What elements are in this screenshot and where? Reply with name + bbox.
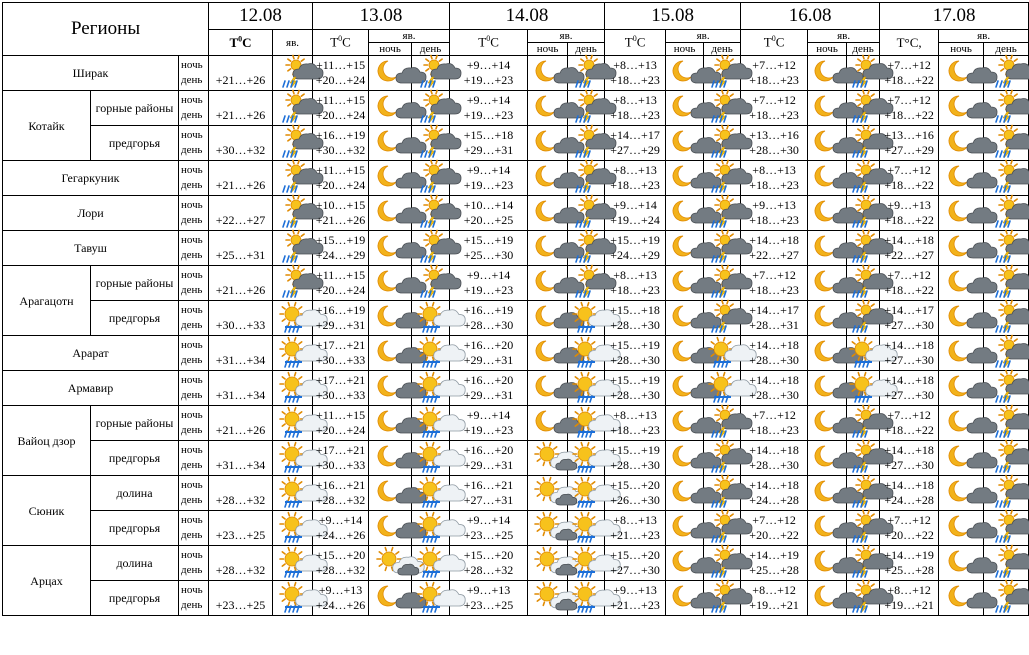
sun-cloud-rain-icon xyxy=(273,511,313,546)
temp-range-12: +30…+32 xyxy=(209,126,273,161)
moon-cloud-icon xyxy=(666,161,704,196)
night-col-header: ночь xyxy=(369,43,412,56)
temp-range: +15…+18 +28…+30 xyxy=(605,301,666,336)
moon-cloud-icon xyxy=(369,371,412,406)
forecast-body xyxy=(3,56,1029,616)
night-day-label: ночь день xyxy=(179,406,209,441)
moon-cloud-icon xyxy=(369,336,412,371)
moon-cloud-icon xyxy=(369,301,412,336)
moon-cloud-icon xyxy=(808,336,847,371)
date-header-13: 13.08 xyxy=(313,3,450,30)
temp-range: +7…+12 +18…+22 xyxy=(880,406,939,441)
moon-cloud-icon xyxy=(528,126,568,161)
temp-range: +7…+12 +20…+22 xyxy=(741,511,808,546)
table-row xyxy=(3,336,1029,371)
moon-cloud-icon xyxy=(528,196,568,231)
moon-cloud-icon xyxy=(369,476,412,511)
moon-cloud-icon xyxy=(666,546,704,581)
moon-cloud-icon xyxy=(939,476,984,511)
temp-range: +9…+14 +19…+23 xyxy=(450,161,528,196)
temp-range: +9…+14 +19…+23 xyxy=(450,56,528,91)
moon-cloud-icon xyxy=(666,406,704,441)
temp-range: +10…+14 +20…+25 xyxy=(450,196,528,231)
temp-range: +14…+18 +28…+30 xyxy=(741,441,808,476)
moon-cloud-icon xyxy=(808,196,847,231)
moon-cloud-icon xyxy=(528,56,568,91)
sun-cloud-rain-icon xyxy=(273,441,313,476)
sun-cloud-rain-icon xyxy=(273,371,313,406)
night-day-label: ночь день xyxy=(179,476,209,511)
temp-range: +9…+14 +19…+24 xyxy=(605,196,666,231)
moon-cloud-icon xyxy=(666,196,704,231)
temp-range: +14…+19 +25…+28 xyxy=(741,546,808,581)
region-name: Арагацотн xyxy=(3,266,91,336)
temp-range: +14…+18 +28…+30 xyxy=(741,336,808,371)
region-name: Гегаркуник xyxy=(3,161,179,196)
night-day-label: ночь день xyxy=(179,161,209,196)
temp-range: +15…+20 +28…+32 xyxy=(313,546,369,581)
table-row xyxy=(3,196,1029,231)
moon-cloud-icon xyxy=(808,511,847,546)
temp-range-12: +30…+33 xyxy=(209,301,273,336)
temp-range: +16…+20 +29…+31 xyxy=(450,441,528,476)
temp-range: +13…+16 +27…+29 xyxy=(880,126,939,161)
temp-range: +14…+17 +27…+29 xyxy=(605,126,666,161)
night-col-header: ночь xyxy=(528,43,568,56)
thunderstorm-rain-icon xyxy=(273,161,313,196)
temp-range: +9…+14 +23…+25 xyxy=(450,511,528,546)
moon-cloud-icon xyxy=(808,266,847,301)
table-row xyxy=(3,266,1029,301)
moon-cloud-icon xyxy=(369,581,412,616)
temp-range: +14…+18 +27…+30 xyxy=(880,336,939,371)
temp-range: +8…+12 +19…+21 xyxy=(741,581,808,616)
sun-cloud-icon xyxy=(369,546,412,581)
moon-cloud-icon xyxy=(528,266,568,301)
temp-range-12: +23…+25 xyxy=(209,511,273,546)
temp-range: +9…+13 +21…+23 xyxy=(605,581,666,616)
night-day-label: ночь день xyxy=(179,231,209,266)
day-col-header: день xyxy=(704,43,741,56)
moon-cloud-icon xyxy=(939,511,984,546)
temp-range-12: +31…+34 xyxy=(209,336,273,371)
moon-cloud-icon xyxy=(369,406,412,441)
night-day-label: ночь день xyxy=(179,301,209,336)
table-row xyxy=(3,371,1029,406)
subregion-name: горные районы xyxy=(91,266,179,301)
temp-range: +15…+20 +28…+32 xyxy=(450,546,528,581)
temp-range: +7…+12 +18…+23 xyxy=(741,406,808,441)
temp-range: +14…+18 +24…+28 xyxy=(741,476,808,511)
moon-cloud-icon xyxy=(808,441,847,476)
moon-cloud-icon xyxy=(808,301,847,336)
temp-col-header: $T^0C$ xyxy=(605,30,666,56)
temp-range: +11…+15 +20…+24 xyxy=(313,91,369,126)
thunderstorm-rain-icon xyxy=(273,196,313,231)
date-header-17: 17.08 xyxy=(880,3,1029,30)
temp-range: +9…+14 +19…+23 xyxy=(450,406,528,441)
subregion-name: предгорья xyxy=(91,126,179,161)
night-day-label: ночь день xyxy=(179,266,209,301)
temp-range: +15…+19 +28…+30 xyxy=(605,371,666,406)
night-day-label: ночь день xyxy=(179,56,209,91)
table-row xyxy=(3,511,1029,546)
thunderstorm-rain-icon xyxy=(273,231,313,266)
moon-cloud-icon xyxy=(369,56,412,91)
moon-cloud-icon xyxy=(369,441,412,476)
phenomena-col-header: яв. xyxy=(369,30,450,43)
temp-range: +17…+21 +30…+33 xyxy=(313,441,369,476)
temp-range-12: +21…+26 xyxy=(209,56,273,91)
temp-range: +7…+12 +18…+22 xyxy=(880,56,939,91)
moon-cloud-icon xyxy=(939,196,984,231)
temp-range: +8…+13 +18…+23 xyxy=(741,161,808,196)
moon-cloud-icon xyxy=(666,476,704,511)
day-col-header: день xyxy=(568,43,605,56)
temp-range-12: +31…+34 xyxy=(209,371,273,406)
moon-cloud-icon xyxy=(369,511,412,546)
temp-range: +9…+13 +18…+22 xyxy=(880,196,939,231)
subregion-name: долина xyxy=(91,546,179,581)
temp-range-12: +21…+26 xyxy=(209,91,273,126)
subregion-name: предгорья xyxy=(91,301,179,336)
temp-range: +14…+19 +25…+28 xyxy=(880,546,939,581)
moon-cloud-icon xyxy=(666,266,704,301)
temp-range: +15…+19 +25…+30 xyxy=(450,231,528,266)
temp-range: +15…+19 +28…+30 xyxy=(605,441,666,476)
temp-range: +15…+20 +27…+30 xyxy=(605,546,666,581)
night-day-label: ночь день xyxy=(179,196,209,231)
temp-range: +11…+15 +20…+24 xyxy=(313,406,369,441)
moon-cloud-icon xyxy=(808,581,847,616)
region-name: Тавуш xyxy=(3,231,179,266)
subregion-name: предгорья xyxy=(91,441,179,476)
sun-cloud-icon xyxy=(528,511,568,546)
temp-range: +16…+19 +28…+30 xyxy=(450,301,528,336)
moon-cloud-icon xyxy=(666,91,704,126)
moon-cloud-icon xyxy=(666,126,704,161)
temp-range: +14…+18 +28…+30 xyxy=(741,371,808,406)
temp-range: +14…+18 +24…+28 xyxy=(880,476,939,511)
moon-cloud-icon xyxy=(666,581,704,616)
night-col-header: ночь xyxy=(666,43,704,56)
sun-cloud-icon xyxy=(528,476,568,511)
table-row xyxy=(3,56,1029,91)
night-col-header: ночь xyxy=(939,43,984,56)
temp-range: +16…+19 +30…+32 xyxy=(313,126,369,161)
moon-cloud-icon xyxy=(808,91,847,126)
temp-range: +11…+15 +20…+24 xyxy=(313,161,369,196)
moon-cloud-icon xyxy=(808,476,847,511)
phenomena-col-header: яв. xyxy=(273,30,313,56)
table-row xyxy=(3,301,1029,336)
moon-cloud-icon xyxy=(808,56,847,91)
moon-cloud-icon xyxy=(939,266,984,301)
night-day-label: ночь день xyxy=(179,371,209,406)
table-row xyxy=(3,476,1029,511)
temp-range: +11…+15 +20…+24 xyxy=(313,266,369,301)
moon-cloud-icon xyxy=(666,371,704,406)
moon-cloud-icon xyxy=(808,371,847,406)
moon-cloud-icon xyxy=(808,161,847,196)
temp-range: +14…+17 +28…+31 xyxy=(741,301,808,336)
thunderstorm-rain-icon xyxy=(273,266,313,301)
date-header-15: 15.08 xyxy=(605,3,741,30)
moon-cloud-icon xyxy=(939,301,984,336)
table-row xyxy=(3,126,1029,161)
moon-cloud-icon xyxy=(939,56,984,91)
region-name: Лори xyxy=(3,196,179,231)
night-day-label: ночь день xyxy=(179,126,209,161)
table-row xyxy=(3,406,1029,441)
temp-range: +16…+20 +29…+31 xyxy=(450,371,528,406)
temp-range-12: +28…+32 xyxy=(209,546,273,581)
temp-range-12: +25…+31 xyxy=(209,231,273,266)
moon-cloud-icon xyxy=(666,441,704,476)
region-name: Арцах xyxy=(3,546,91,616)
table-row xyxy=(3,441,1029,476)
moon-cloud-icon xyxy=(369,161,412,196)
table-row xyxy=(3,161,1029,196)
moon-cloud-icon xyxy=(369,231,412,266)
night-day-label: ночь день xyxy=(179,581,209,616)
temp-range: +16…+19 +29…+31 xyxy=(313,301,369,336)
temp-range: +9…+14 +19…+23 xyxy=(450,91,528,126)
temp-range-12: +21…+26 xyxy=(209,406,273,441)
moon-cloud-icon xyxy=(369,266,412,301)
temp-range: +8…+13 +18…+23 xyxy=(605,266,666,301)
table-row xyxy=(3,91,1029,126)
moon-cloud-icon xyxy=(369,91,412,126)
temp-col-header: $T^0C$ xyxy=(450,30,528,56)
temp-range: +8…+13 +18…+23 xyxy=(605,406,666,441)
temp-range-12: +22…+27 xyxy=(209,196,273,231)
temp-range-12: +21…+26 xyxy=(209,266,273,301)
temp-range: +7…+12 +18…+23 xyxy=(741,91,808,126)
moon-cloud-icon xyxy=(666,56,704,91)
night-day-label: ночь день xyxy=(179,91,209,126)
moon-cloud-icon xyxy=(666,301,704,336)
temp-range: +7…+12 +18…+23 xyxy=(741,56,808,91)
temp-range: +14…+18 +27…+30 xyxy=(880,371,939,406)
moon-cloud-icon xyxy=(528,91,568,126)
regions-header: Регионы xyxy=(3,3,209,56)
temp-range: +8…+12 +19…+21 xyxy=(880,581,939,616)
moon-cloud-icon xyxy=(666,231,704,266)
temp-range: +7…+12 +20…+22 xyxy=(880,511,939,546)
temp-range: +9…+13 +18…+23 xyxy=(741,196,808,231)
temp-range: +17…+21 +30…+33 xyxy=(313,371,369,406)
temp-range: +11…+15 +20…+24 xyxy=(313,56,369,91)
moon-cloud-icon xyxy=(528,406,568,441)
thunderstorm-rain-icon xyxy=(273,91,313,126)
moon-cloud-icon xyxy=(808,126,847,161)
temp-range-12: +31…+34 xyxy=(209,441,273,476)
subregion-name: предгорья xyxy=(91,581,179,616)
region-name: Армавир xyxy=(3,371,179,406)
date-header-14: 14.08 xyxy=(450,3,605,30)
subregion-name: горные районы xyxy=(91,91,179,126)
region-name: Сюник xyxy=(3,476,91,546)
temp-range: +7…+12 +18…+22 xyxy=(880,266,939,301)
sun-cloud-rain-icon xyxy=(273,406,313,441)
table-row xyxy=(3,231,1029,266)
moon-cloud-icon xyxy=(666,511,704,546)
temp-range-12: +23…+25 xyxy=(209,581,273,616)
thunderstorm-rain-icon xyxy=(273,56,313,91)
date-header-12: 12.08 xyxy=(209,3,313,30)
sun-cloud-icon xyxy=(528,546,568,581)
temp-range: +9…+13 +23…+25 xyxy=(450,581,528,616)
table-row xyxy=(3,581,1029,616)
day-col-header: день xyxy=(847,43,880,56)
temp-range: +9…+13 +24…+26 xyxy=(313,581,369,616)
moon-cloud-icon xyxy=(939,581,984,616)
temp-range-12: +21…+26 xyxy=(209,161,273,196)
temp-range: +16…+21 +28…+32 xyxy=(313,476,369,511)
moon-cloud-icon xyxy=(808,406,847,441)
moon-cloud-icon xyxy=(939,546,984,581)
forecast-table xyxy=(2,2,1029,616)
night-col-header: ночь xyxy=(808,43,847,56)
region-name: Вайоц дзор xyxy=(3,406,91,476)
temp-range: +14…+18 +22…+27 xyxy=(880,231,939,266)
temp-range: +13…+16 +28…+30 xyxy=(741,126,808,161)
moon-cloud-icon xyxy=(939,336,984,371)
temp-col-header: $T^0C$ xyxy=(741,30,808,56)
temp-range: +14…+17 +27…+30 xyxy=(880,301,939,336)
date-header-16: 16.08 xyxy=(741,3,880,30)
moon-cloud-icon xyxy=(528,336,568,371)
temp-range: +9…+14 +19…+23 xyxy=(450,266,528,301)
temp-range: +8…+13 +18…+23 xyxy=(605,91,666,126)
temp-range: +14…+18 +27…+30 xyxy=(880,441,939,476)
subregion-name: предгорья xyxy=(91,511,179,546)
temp-range: +10…+15 +21…+26 xyxy=(313,196,369,231)
moon-cloud-icon xyxy=(528,231,568,266)
temp-range: +15…+19 +28…+30 xyxy=(605,336,666,371)
temp-range: +14…+18 +22…+27 xyxy=(741,231,808,266)
sun-cloud-icon xyxy=(528,441,568,476)
moon-cloud-icon xyxy=(528,371,568,406)
moon-cloud-icon xyxy=(939,231,984,266)
temp-range: +15…+20 +26…+30 xyxy=(605,476,666,511)
day-col-header: день xyxy=(984,43,1029,56)
temp-range: +15…+19 +24…+29 xyxy=(605,231,666,266)
temp-range: +8…+13 +21…+23 xyxy=(605,511,666,546)
moon-cloud-icon xyxy=(528,161,568,196)
temp-range: +8…+13 +18…+23 xyxy=(605,56,666,91)
temp-range: +9…+14 +24…+26 xyxy=(313,511,369,546)
temp-range: +7…+12 +18…+23 xyxy=(741,266,808,301)
day-col-header: день xyxy=(412,43,450,56)
region-name: Котайк xyxy=(3,91,91,161)
moon-cloud-icon xyxy=(939,441,984,476)
phenomena-col-header: яв. xyxy=(528,30,605,43)
night-day-label: ночь день xyxy=(179,441,209,476)
temp-range: +16…+20 +29…+31 xyxy=(450,336,528,371)
moon-cloud-icon xyxy=(369,126,412,161)
moon-cloud-icon xyxy=(528,301,568,336)
temp-range: +8…+13 +18…+23 xyxy=(605,161,666,196)
temp-range-12: +28…+32 xyxy=(209,476,273,511)
night-day-label: ночь день xyxy=(179,511,209,546)
subregion-name: горные районы xyxy=(91,406,179,441)
temp-col-header: T°C, xyxy=(880,30,939,56)
moon-cloud-icon xyxy=(808,231,847,266)
region-name: Ширак xyxy=(3,56,179,91)
temp-col-header: $T^0C$ xyxy=(209,30,273,56)
sun-cloud-rain-icon xyxy=(273,336,313,371)
temp-range: +7…+12 +18…+22 xyxy=(880,91,939,126)
moon-cloud-icon xyxy=(939,126,984,161)
temp-range: +15…+18 +29…+31 xyxy=(450,126,528,161)
temp-range: +7…+12 +18…+22 xyxy=(880,161,939,196)
moon-cloud-icon xyxy=(939,371,984,406)
night-day-label: ночь день xyxy=(179,336,209,371)
thunderstorm-rain-icon xyxy=(273,126,313,161)
table-row xyxy=(3,546,1029,581)
phenomena-col-header: яв. xyxy=(808,30,880,43)
temp-range: +16…+21 +27…+31 xyxy=(450,476,528,511)
sun-cloud-icon xyxy=(528,581,568,616)
night-day-label: ночь день xyxy=(179,546,209,581)
region-name: Арарат xyxy=(3,336,179,371)
temp-range: +15…+19 +24…+29 xyxy=(313,231,369,266)
phenomena-col-header: яв. xyxy=(666,30,741,43)
moon-cloud-icon xyxy=(666,336,704,371)
moon-cloud-icon xyxy=(939,161,984,196)
sun-cloud-rain-icon xyxy=(273,546,313,581)
moon-cloud-icon xyxy=(939,406,984,441)
sun-cloud-rain-icon xyxy=(273,476,313,511)
sun-cloud-rain-icon xyxy=(273,581,313,616)
temp-range: +17…+21 +30…+33 xyxy=(313,336,369,371)
moon-cloud-icon xyxy=(939,91,984,126)
moon-cloud-icon xyxy=(808,546,847,581)
subregion-name: долина xyxy=(91,476,179,511)
phenomena-col-header: яв. xyxy=(939,30,1029,43)
temp-col-header: $T^0C$ xyxy=(313,30,369,56)
moon-cloud-icon xyxy=(369,196,412,231)
sun-cloud-rain-icon xyxy=(273,301,313,336)
